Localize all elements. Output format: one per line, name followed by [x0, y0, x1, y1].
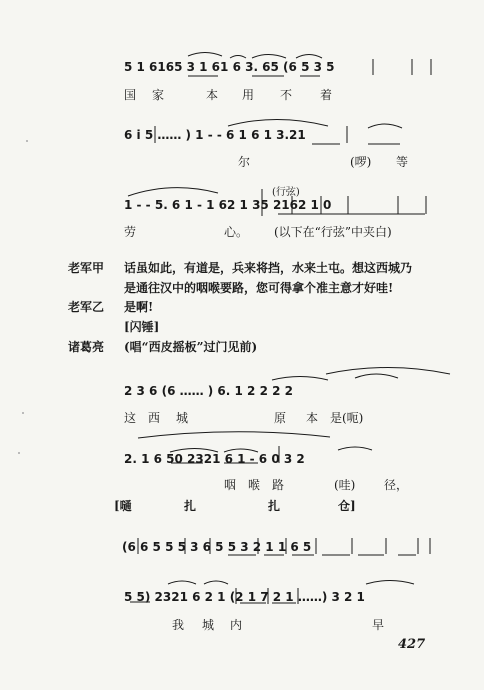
lyric-char: 尔	[238, 155, 251, 169]
lyric-char: 不	[280, 88, 293, 102]
lyric-char: 本	[206, 88, 219, 102]
lyric-char: 是(呃)	[330, 411, 364, 425]
dialogue-line: 是啊!	[124, 300, 154, 314]
lyric-char: 城	[176, 411, 189, 425]
percussion-mark: 扎	[268, 499, 281, 513]
lyric-char: (啰)	[350, 155, 372, 169]
dialogue-line: 话虽如此，有道是，兵来将挡，水来土屯。想这西城乃	[124, 261, 413, 275]
lyric-char: 内	[230, 618, 243, 632]
lyric-char: 路	[272, 478, 285, 492]
lyric-char: 我	[172, 618, 185, 632]
system-7-notes: 5 5) 2321 6 2 1 (2 1 7 2 1 ……) 3 2 1	[124, 590, 365, 604]
percussion-mark: [嗵	[114, 499, 132, 513]
dialogue-line: (唱“西皮摇板”过门见前)	[124, 340, 258, 354]
system-3-mark: (行弦)	[272, 187, 300, 198]
lyric-char: 国	[124, 88, 137, 102]
system-5-notes: 2. 1 6 50 2321 6 1 - 6 0 3 2	[124, 452, 305, 466]
lyric-char: 这	[124, 411, 137, 425]
lyric-char: 喉	[248, 478, 261, 492]
stage-direction: [闪锤]	[124, 320, 160, 334]
speaker-label: 诸葛亮	[68, 340, 105, 354]
speaker-label: 老军乙	[68, 300, 105, 314]
dialogue-line: 是通往汉中的咽喉要路，您可得拿个准主意才好哇!	[124, 281, 394, 295]
lyric-char: 早	[372, 618, 385, 632]
lyric-char: 用	[242, 88, 255, 102]
lyric-char: (以下在“行弦”中夹白)	[274, 225, 392, 239]
system-1-notes: 5 1 6165 3 1 61 6 3. 65 (6 5 3 5	[124, 60, 335, 74]
speaker-label: 老军甲	[68, 261, 105, 275]
lyric-char: 等	[396, 155, 409, 169]
lyric-char: 心。	[224, 225, 249, 239]
lyric-char: (哇)	[334, 478, 356, 492]
percussion-mark: 仓]	[338, 499, 356, 513]
system-6-notes: (6 6 5 5 5 3 6 5 5 3 2 1 1 6 5	[122, 540, 312, 554]
lyric-char: 着	[320, 88, 333, 102]
lyric-char: 本	[306, 411, 319, 425]
system-2-notes: 6 i 5 …… ) 1 - - 6 1 6 1 3.21	[124, 128, 306, 142]
system-4-notes: 2 3 6 (6 …… ) 6. 1 2 2 2 2	[124, 384, 293, 398]
lyric-char: 咽	[224, 478, 237, 492]
percussion-mark: 扎	[184, 499, 197, 513]
lyric-char: 径，	[384, 478, 409, 492]
lyric-char: 家	[152, 88, 165, 102]
lyric-char: 西	[148, 411, 161, 425]
lyric-char: 原	[274, 411, 287, 425]
page-number: 427	[398, 637, 426, 652]
lyric-char: 劳	[124, 225, 137, 239]
system-3-notes: 1 - - 5. 6 1 - 1 62 1 35 2162 1 0	[124, 198, 332, 212]
lyric-char: 城	[202, 618, 215, 632]
